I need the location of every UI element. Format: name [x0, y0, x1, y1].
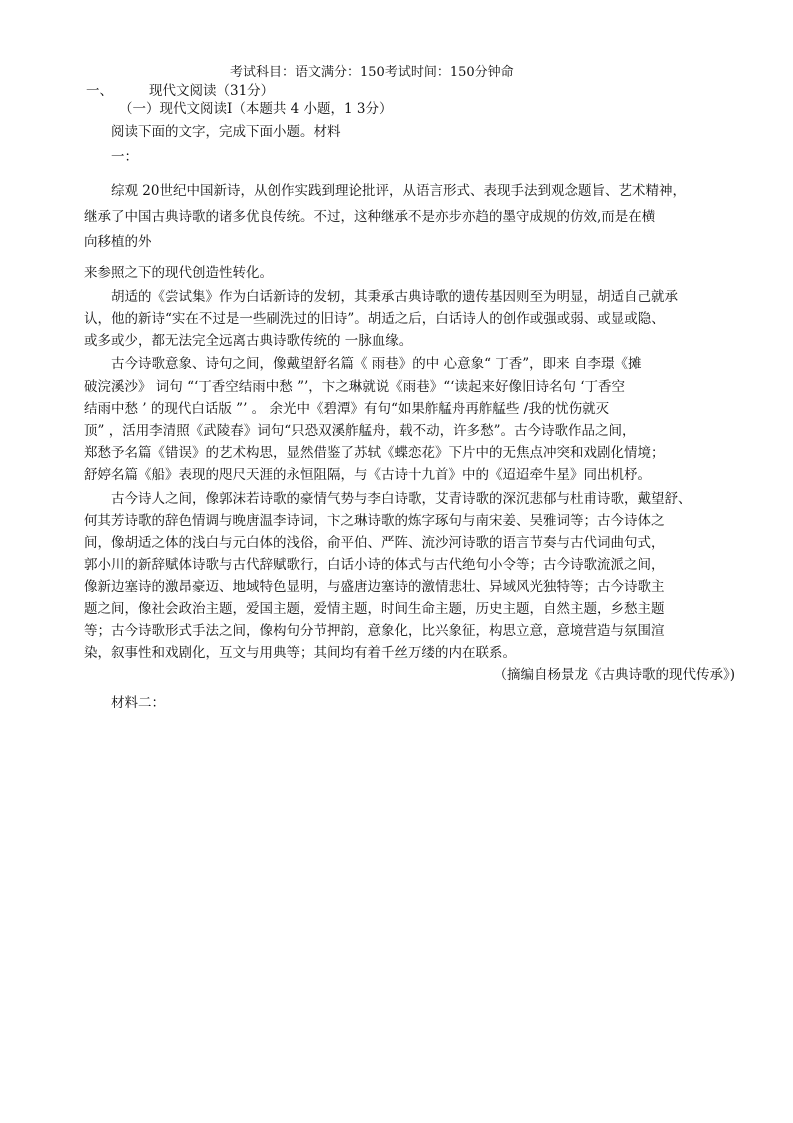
- paragraph-line: 郑愁予名篇《错误》的艺术构思，显然借鉴了苏轼《蝶恋花》下片中的无焦点冲突和戏剧化情境；: [84, 445, 665, 461]
- instruction-text: 阅读下面的文字，完成下面小题。材料: [111, 124, 341, 140]
- section-number: 一、: [86, 83, 113, 99]
- paragraph-line: 郭小川的新辞赋体诗歌与古代辞赋歌行，白话小诗的体式与古代绝句小令等；古今诗歌流派之间，: [84, 557, 665, 573]
- paragraph-line: 像新边塞诗的激昂豪迈、地域特色显明，与盛唐边塞诗的激情悲壮、异域风光独特等；古今诗歌主: [84, 579, 665, 595]
- exam-info-header: 考试科目：语文满分：150考试时间：150分钟命: [230, 65, 514, 80]
- source-citation: （摘编自杨景龙《古典诗歌的现代传承》): [493, 667, 735, 683]
- paragraph-line: 顶” ，活用李清照《武陵春》词句“只恐双溪舴艋舟，载不动，许多愁”。古今诗歌作品之间，: [84, 423, 636, 439]
- paragraph-line: 来参照之下的现代创造性转化。: [84, 265, 273, 281]
- sub-section-title: （一）现代文阅读Ⅰ（本题共 4 小题，1 3分）: [119, 101, 393, 117]
- material-one-label: 一：: [111, 149, 138, 165]
- paragraph-line: 向移植的外: [84, 234, 152, 250]
- paragraph-line: 或多或少，都无法完全远离古典诗歌传统的 一脉血缘。: [84, 333, 413, 349]
- paragraph-line: 间，像胡适之体的浅白与元白体的浅俗，俞平伯、严阵、流沙河诗歌的语言节奏与古代词曲句式，: [84, 535, 665, 551]
- paragraph-line: 古今诗歌意象、诗句之间，像戴望舒名篇《 雨巷》的中 心意象“ 丁香”，即来 自李璟《摊: [111, 356, 642, 372]
- paragraph-line: 继承了中国古典诗歌的诸多优良传统。不过，这种继承不是亦步亦趋的墨守成规的仿效,而是在横: [84, 209, 656, 225]
- material-two-label: 材料二：: [111, 695, 165, 711]
- paragraph-line: 何其芳诗歌的辞色情调与晚唐温李诗词，卞之琳诗歌的炼字琢句与南宋姜、吴雅词等；古今诗体之: [84, 513, 665, 529]
- paragraph-line: 结雨中愁 ’ 的现代白话版 ”’ 。 余光中《碧潭》有句“如果舴艋舟再舴艋些 /我的忧伤就灭: [84, 401, 610, 417]
- paragraph-line: 胡适的《尝试集》作为白话新诗的发轫，其秉承古典诗歌的遗传基因则至为明显，胡适自己就承: [111, 289, 678, 305]
- paragraph-line: 题之间，像社会政治主题，爱国主题，爱情主题，时间生命主题，历史主题，自然主题，乡愁主题: [84, 601, 665, 617]
- paragraph-line: 认，他的新诗“实在不过是一些刷洗过的旧诗”。胡适之后，白话诗人的创作或强或弱、或显或隐、: [84, 311, 665, 327]
- paragraph-line: 等；古今诗歌形式手法之间，像构句分节押韵，意象化，比兴象征，构思立意，意境营造与氛围渲: [84, 623, 665, 639]
- paragraph-line: 舒婷名篇《船》表现的咫尺天涯的永恒阻隔，与《古诗十九首》中的《迢迢牵牛星》同出机杼。: [84, 467, 651, 483]
- paragraph-line: 综观 20世纪中国新诗，从创作实践到理论批评，从语言形式、表现手法到观念题旨、艺术精神，: [111, 183, 686, 199]
- paragraph-line: 染，叙事性和戏剧化，互文与用典等；其间均有着千丝万缕的内在联系。: [84, 645, 516, 661]
- section-title: 现代文阅读（31分）: [149, 83, 275, 99]
- paragraph-line: 古今诗人之间，像郭沫若诗歌的豪情气势与李白诗歌，艾青诗歌的深沉悲郁与杜甫诗歌，戴望舒、: [111, 491, 692, 507]
- paragraph-line: 破浣溪沙》 词句 “‘丁香空结雨中愁 ”’，卞之琳就说《雨巷》“‘读起来好像旧诗名句 ‘丁香空: [84, 379, 626, 395]
